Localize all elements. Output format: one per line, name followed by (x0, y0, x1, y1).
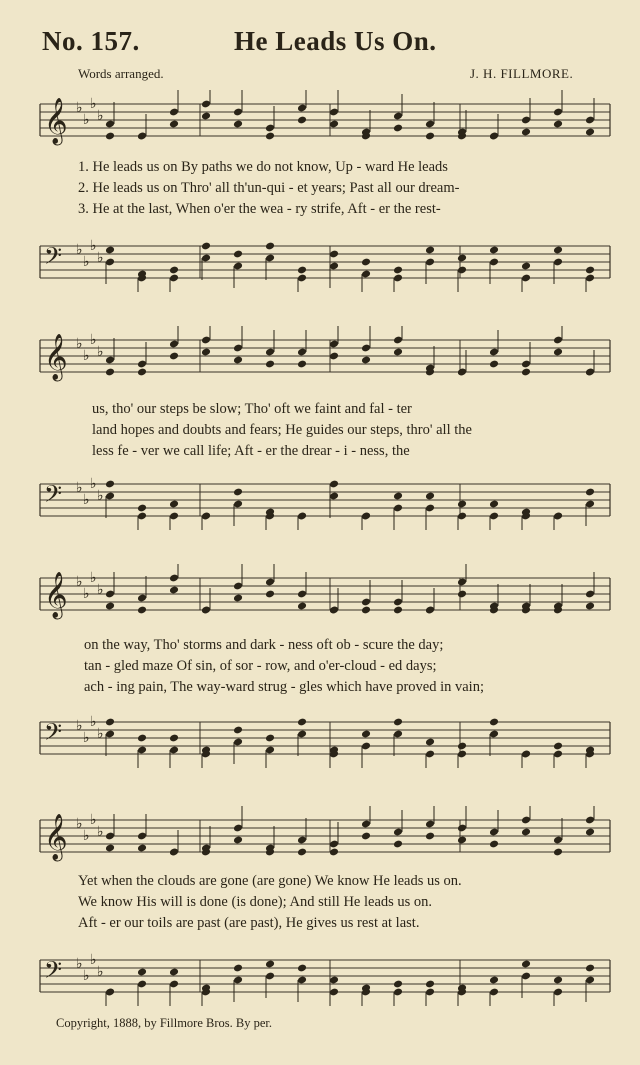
note-head (393, 718, 403, 727)
note-head (393, 492, 403, 501)
note-head (425, 832, 435, 841)
note-head (457, 500, 467, 509)
note-head (489, 840, 499, 849)
flat-icon: ♭ (76, 242, 83, 258)
note-head (105, 602, 115, 611)
note-head (137, 606, 147, 615)
note-head (425, 980, 435, 989)
copyright-notice: Copyright, 1888, by Fillmore Bros. By per. (56, 1016, 272, 1030)
note-head (201, 348, 211, 357)
flat-icon: ♭ (97, 582, 104, 598)
note-head (233, 964, 243, 973)
note-head (105, 844, 115, 853)
note-head (553, 246, 563, 255)
note-head (553, 976, 563, 985)
flat-icon: ♭ (97, 344, 104, 360)
flat-icon: ♭ (90, 332, 97, 348)
treble-staff (30, 326, 615, 386)
note-head (297, 964, 307, 973)
note-head (297, 718, 307, 727)
lyric-verse-3: 3. He at the last, When o'er the wea - ry strife, Aft - er the rest- (78, 201, 441, 217)
note-head (169, 968, 179, 977)
flat-icon: ♭ (83, 492, 90, 508)
note-head (585, 128, 595, 137)
note-head (393, 124, 403, 133)
note-head (169, 352, 179, 361)
note-head (137, 844, 147, 853)
note-head (585, 266, 595, 275)
note-head (553, 742, 563, 751)
note-head (137, 504, 147, 513)
treble-staff (30, 90, 615, 150)
note-head (265, 590, 275, 599)
note-head (425, 738, 435, 747)
flat-icon: ♭ (83, 254, 90, 270)
flat-icon: ♭ (97, 488, 104, 504)
note-head (105, 246, 115, 255)
treble-clef-icon: 𝄞 (44, 572, 68, 618)
note-head (361, 606, 371, 615)
bass-staff (30, 946, 615, 1006)
words-credit: Words arranged. (78, 66, 164, 81)
note-head (169, 266, 179, 275)
note-head (233, 356, 243, 365)
note-head (361, 258, 371, 267)
flat-icon: ♭ (90, 570, 97, 586)
note-head (585, 488, 595, 497)
music-system-1 (30, 84, 615, 294)
flat-icon: ♭ (76, 100, 83, 116)
lyric-verse-1: 1. He leads us on By paths we do not know, Up - ward He leads (78, 159, 448, 175)
flat-icon: ♭ (97, 824, 104, 840)
treble-clef-icon: 𝄞 (44, 334, 68, 380)
hymn-title: He Leads Us On. (234, 26, 437, 56)
note-head (393, 266, 403, 275)
lyric-verse-2: tan - gled maze Of sin, of sor - row, and o'er-cloud - ed days; (84, 658, 437, 674)
bass-clef-icon: 𝄢 (44, 242, 63, 275)
flat-icon: ♭ (76, 336, 83, 352)
note-head (265, 360, 275, 369)
lyric-verse-2: land hopes and doubts and fears; He guides our steps, thro' all the (92, 422, 472, 438)
note-head (233, 594, 243, 603)
note-head (265, 132, 275, 141)
lyric-verse-1: on the way, Tho' storms and dark - ness oft ob - scure the day; (84, 637, 444, 653)
note-head (265, 734, 275, 743)
lyric-verse-2: We know His will is done (is done); And still He leads us on. (78, 894, 433, 910)
note-head (489, 246, 499, 255)
note-head (297, 266, 307, 275)
flat-icon: ♭ (83, 348, 90, 364)
note-head (169, 734, 179, 743)
flat-icon: ♭ (97, 726, 104, 742)
lyric-verse-3: ach - ing pain, The way-ward strug - gles which have proved in vain; (84, 679, 484, 695)
music-system-3 (30, 556, 615, 776)
note-head (457, 836, 467, 845)
flat-icon: ♭ (83, 828, 90, 844)
lyric-verse-1: us, tho' our steps be slow; Tho' oft we faint and fal - ter (92, 401, 412, 417)
note-head (457, 254, 467, 263)
flat-icon: ♭ (83, 586, 90, 602)
note-head (457, 590, 467, 599)
note-head (521, 128, 531, 137)
note-head (297, 360, 307, 369)
note-head (393, 606, 403, 615)
flat-icon: ♭ (83, 730, 90, 746)
flat-icon: ♭ (83, 968, 90, 984)
note-head (553, 848, 563, 857)
flat-icon: ♭ (90, 238, 97, 254)
flat-icon: ♭ (76, 816, 83, 832)
bass-staff (30, 470, 615, 530)
composer-credit: J. H. FILLMORE. (470, 66, 574, 81)
note-head (233, 120, 243, 129)
note-head (297, 116, 307, 125)
lyric-verse-3: less fe - ver we call life; Aft - er the drear - i - ness, the (92, 443, 410, 459)
flat-icon: ♭ (76, 574, 83, 590)
bass-clef-icon: 𝄢 (44, 956, 63, 989)
note-head (169, 120, 179, 129)
flat-icon: ♭ (97, 250, 104, 266)
note-head (521, 960, 531, 969)
note-head (233, 250, 243, 259)
bass-clef-icon: 𝄢 (44, 718, 63, 751)
treble-staff (30, 564, 615, 624)
note-head (137, 368, 147, 377)
note-head (105, 368, 115, 377)
bass-staff (30, 708, 615, 768)
bass-staff (30, 232, 615, 292)
note-head (393, 348, 403, 357)
flat-icon: ♭ (83, 112, 90, 128)
note-head (361, 356, 371, 365)
music-system-2 (30, 320, 615, 530)
note-head (265, 242, 275, 251)
note-head (585, 964, 595, 973)
note-head (233, 836, 243, 845)
flat-icon: ♭ (90, 952, 97, 968)
note-head (137, 968, 147, 977)
note-head (233, 488, 243, 497)
flat-icon: ♭ (76, 480, 83, 496)
treble-clef-icon: 𝄞 (44, 98, 68, 144)
note-head (553, 120, 563, 129)
note-head (489, 360, 499, 369)
flat-icon: ♭ (97, 108, 104, 124)
note-head (297, 848, 307, 857)
flat-icon: ♭ (90, 96, 97, 112)
note-head (105, 718, 115, 727)
note-head (361, 832, 371, 841)
note-head (201, 112, 211, 121)
flat-icon: ♭ (97, 964, 104, 980)
lyric-verse-3: Aft - er our toils are past (are past), He gives us rest at last. (78, 915, 420, 931)
treble-staff (30, 806, 615, 866)
note-head (137, 734, 147, 743)
note-head (585, 602, 595, 611)
lyric-verse-2: 2. He leads us on Thro' all th'un-qui - et years; Past all our dream- (78, 180, 460, 196)
note-head (553, 348, 563, 357)
flat-icon: ♭ (90, 714, 97, 730)
note-head (297, 602, 307, 611)
note-head (521, 262, 531, 271)
note-head (489, 718, 499, 727)
hymn-number: No. 157. (42, 26, 140, 56)
note-head (105, 132, 115, 141)
note-head (585, 828, 595, 837)
flat-icon: ♭ (90, 812, 97, 828)
note-head (393, 980, 403, 989)
note-head (521, 828, 531, 837)
note-head (169, 586, 179, 595)
note-head (425, 246, 435, 255)
note-head (105, 480, 115, 489)
note-head (457, 742, 467, 751)
flat-icon: ♭ (90, 476, 97, 492)
note-head (425, 492, 435, 501)
note-head (489, 500, 499, 509)
note-head (201, 242, 211, 251)
note-head (489, 976, 499, 985)
note-head (233, 726, 243, 735)
note-head (265, 960, 275, 969)
note-head (393, 840, 403, 849)
note-head (361, 730, 371, 739)
lyric-verse-1: Yet when the clouds are gone (are gone) We know He leads us on. (78, 873, 462, 889)
bass-clef-icon: 𝄢 (44, 480, 63, 513)
note-head (425, 132, 435, 141)
flat-icon: ♭ (76, 956, 83, 972)
note-head (521, 368, 531, 377)
flat-icon: ♭ (76, 718, 83, 734)
music-system-4 (30, 796, 615, 1011)
treble-clef-icon: 𝄞 (44, 814, 68, 860)
note-head (169, 500, 179, 509)
